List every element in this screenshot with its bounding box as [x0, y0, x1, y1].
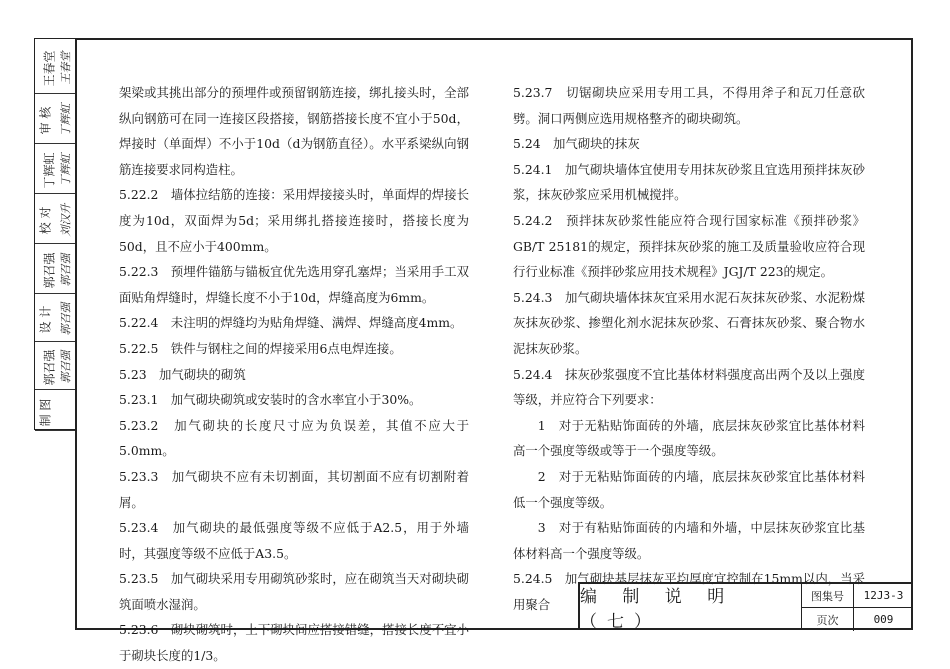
paragraph: 1 对于无粘贴饰面砖的外墙，底层抹灰砂浆宜比基体材料高一个强度等级或等于一个强度等级。: [513, 417, 865, 459]
signature-role: 丁辉虹: [42, 152, 57, 189]
atlas-label: 图集号: [802, 584, 854, 607]
paragraph: 5.23.7 切锯砌块应采用专用工具，不得用斧子和瓦刀任意砍劈。洞口两侧应选用规格整齐的砌块砌筑。: [513, 85, 865, 126]
paragraph: 5.24.1 加气砌块墙体宜使用专用抹灰砂浆且宜选用预拌抹灰砂浆，抹灰砂浆应采用机械搅拌。: [513, 161, 865, 203]
paragraph: 3 对于有粘贴饰面砖的内墙和外墙，中层抹灰砂浆宜比基体材料高一个强度等级。: [513, 520, 865, 561]
signature-role: 王春堂: [42, 49, 57, 87]
signature-handwriting: 王春堂: [59, 51, 73, 84]
paragraph: 5.24.4 抹灰砂浆强度不宜比基体材料强度高出两个及以上强度等级，并应符合下列要求：: [513, 366, 865, 408]
paragraph: 5.23.2 加气砌块的长度尺寸应为负误差，其值不应大于5.0mm。: [119, 417, 469, 459]
paragraph: 5.22.2 墙体拉结筋的连接：采用焊接接头时，单面焊的焊接长度为10d，双面焊为5d；采用绑扎搭接连接时，搭接长度为50d，且不应小于400mm。: [119, 187, 469, 254]
signature-cell: [35, 390, 75, 431]
signature-role: 设 计: [38, 305, 53, 334]
paragraph: 5.23.4 加气砌块的最低强度等级不应低于A2.5，用于外墙时，其强度等级不应低于A3.5。: [119, 520, 469, 561]
atlas-number: 12J3-3: [863, 589, 904, 602]
paragraph: 5.23.6 砌块砌筑时，上下砌块间应搭接错缝，搭接长度不宜小于砌块长度的1/3。: [119, 622, 469, 664]
signature-role: 制 图: [38, 398, 53, 426]
page-row: [802, 607, 913, 631]
signature-handwriting: 刘汉升: [59, 203, 73, 237]
paragraph: 架梁或其挑出部分的预埋件或预留钢筋连接，绑扎接头时，全部纵向钢筋可在同一连接区段搭接，钢筋搭接长度不宜小于50d，焊接时（单面焊）不小于10d（d为钢筋直径）。水平系梁纵向钢筋连接要求同构造柱。: [119, 85, 469, 177]
page-number: 009: [873, 613, 894, 626]
signature-cell: [35, 194, 75, 244]
paragraph: 5.24 加气砌块的抹灰: [513, 136, 640, 152]
paragraph: 5.23 加气砌块的砌筑: [119, 366, 246, 382]
right-text-column: [513, 80, 865, 617]
signature-cell: [35, 244, 75, 294]
paragraph: 5.24.5 加气砌块基层抹灰平均厚度宜控制在15mm以内，当采用聚合: [513, 571, 865, 612]
paragraph: 5.22.5 铁件与钢柱之间的焊接采用6点电焊连接。: [119, 340, 402, 356]
paragraph: 5.23.3 加气砌块不应有未切割面，其切割面不应有切割附着屑。: [119, 468, 469, 510]
signature-cell: [35, 294, 75, 342]
signature-cell: [35, 39, 75, 94]
signature-cell: [35, 94, 75, 144]
paragraph: 5.24.3 加气砌块墙体抹灰宜采用水泥石灰抹灰砂浆、水泥粉煤灰抹灰砂浆、掺塑化剂水泥抹灰砂浆、石膏抹灰砂浆、聚合物水泥抹灰砂浆。: [513, 289, 865, 356]
page-label: 页次: [802, 608, 854, 631]
paragraph: 5.23.1 加气砌块砌筑或安装时的含水率宜小于30%。: [119, 392, 422, 408]
paragraph: 5.24.2 预拌抹灰砂浆性能应符合现行国家标准《预拌砂浆》GB/T 25181的规定，预拌抹灰砂浆的施工及质量验收应符合现行行业标准《预拌砂浆应用技术规程》JGJ/T 223的规定。: [513, 212, 865, 280]
title-block: [578, 582, 913, 630]
atlas-row: [802, 584, 913, 607]
signature-role: 审 核: [38, 106, 53, 135]
paragraph: 5.22.4 未注明的焊缝均为贴角焊缝、满焊、焊缝高度4mm。: [119, 315, 463, 331]
signature-role: 郭召强: [42, 349, 57, 386]
sheet-title: 编 制 说 明（七）: [580, 584, 802, 630]
signature-handwriting: 丁辉虹: [59, 103, 73, 137]
left-text-column: [119, 80, 469, 669]
signature-handwriting: 郭召强: [59, 350, 73, 384]
signature-cell: [35, 144, 75, 194]
title-block-grid: [802, 584, 913, 630]
paragraph: 5.22.3 预埋件锚筋与锚板宜优先选用穿孔塞焊；当采用手工双面贴角焊缝时，焊缝长度不小于10d，焊缝高度为6mm。: [119, 264, 469, 305]
signature-handwriting: 郭召强: [59, 253, 73, 287]
signature-handwriting: 郭召强: [59, 302, 73, 336]
paragraph: 5.23.5 加气砌块采用专用砌筑砂浆时，应在砌筑当天对砌块砌筑面喷水湿润。: [119, 571, 469, 612]
signature-handwriting: 丁辉虹: [59, 153, 73, 187]
signature-role: 郭召强: [42, 252, 57, 289]
signature-strip: [34, 38, 75, 430]
paragraph: 2 对于无粘贴饰面砖的内墙，底层抹灰砂浆宜比基体材料低一个强度等级。: [513, 468, 865, 510]
signature-cell: [35, 342, 75, 390]
signature-role: 校 对: [38, 206, 53, 235]
